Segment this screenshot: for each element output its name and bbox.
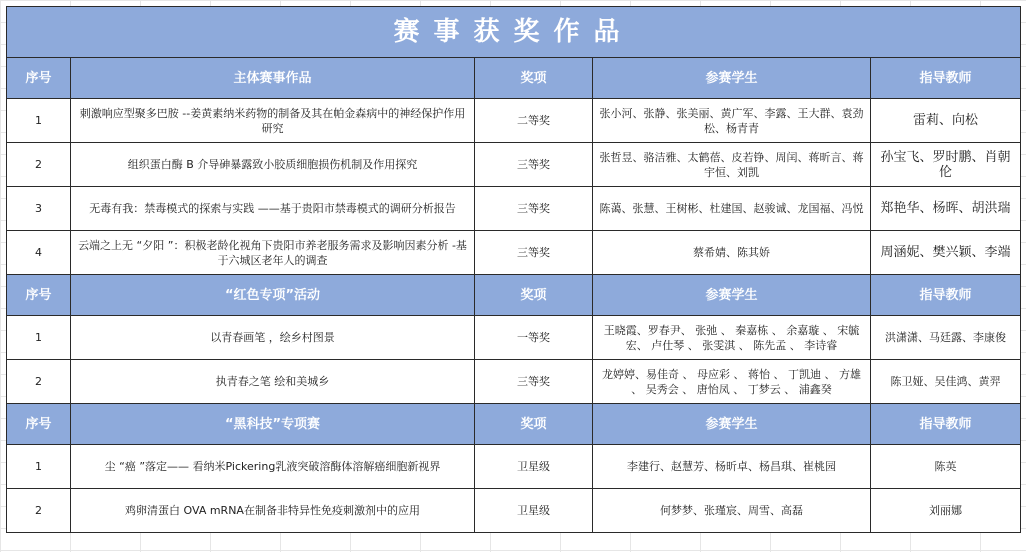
header-students[interactable]: 参赛学生: [593, 275, 871, 316]
cell-teachers[interactable]: 郑艳华、杨晖、胡洪瑞: [871, 187, 1021, 231]
section-header-row: [7, 404, 1021, 445]
cell-students[interactable]: 龙婷婷、易佳奇 、 母应彩 、 蒋怡 、 丁凯迪 、 方雄 、 吴秀会 、 唐怡凤 、 丁梦云 、 浦鑫癸: [593, 360, 871, 404]
cell-award[interactable]: 卫星级: [475, 445, 593, 489]
cell-award[interactable]: 三等奖: [475, 231, 593, 275]
cell-students[interactable]: 张小河、张静、张美丽、黄广军、李露、王大群、袁劲松、杨青青: [593, 99, 871, 143]
cell-seq[interactable]: 1: [7, 316, 71, 360]
cell-teachers[interactable]: 周涵妮、樊兴颖、李端: [871, 231, 1021, 275]
cell-seq[interactable]: 4: [7, 231, 71, 275]
table-row: [7, 231, 1021, 275]
cell-award[interactable]: 二等奖: [475, 99, 593, 143]
cell-seq[interactable]: 3: [7, 187, 71, 231]
table-row: [7, 489, 1021, 533]
header-students[interactable]: 参赛学生: [593, 58, 871, 99]
header-section-title[interactable]: “黑科技”专项赛: [71, 404, 475, 445]
cell-students[interactable]: 何梦梦、张瑾宸、周雪、高磊: [593, 489, 871, 533]
cell-work[interactable]: 无毒有我：禁毒模式的探索与实践 ——基于贵阳市禁毒模式的调研分析报告: [71, 187, 475, 231]
header-section-title[interactable]: 主体赛事作品: [71, 58, 475, 99]
awards-table: [6, 6, 1021, 533]
cell-seq[interactable]: 2: [7, 360, 71, 404]
header-seq[interactable]: 序号: [7, 404, 71, 445]
cell-work[interactable]: 组织蛋白酶 B 介导砷暴露致小胶质细胞损伤机制及作用探究: [71, 143, 475, 187]
table-row: [7, 360, 1021, 404]
cell-seq[interactable]: 2: [7, 143, 71, 187]
page-title[interactable]: 赛事获奖作品: [7, 7, 1021, 58]
header-students[interactable]: 参赛学生: [593, 404, 871, 445]
cell-teachers[interactable]: 孙宝飞、罗时鹏、肖朝伦: [871, 143, 1021, 187]
cell-work[interactable]: 刺激响应型聚多巴胺 --姜黄素纳米药物的制备及其在帕金森病中的神经保护作用研究: [71, 99, 475, 143]
table-row: [7, 143, 1021, 187]
header-seq[interactable]: 序号: [7, 58, 71, 99]
cell-work[interactable]: 云端之上无 “夕阳 ”：积极老龄化视角下贵阳市养老服务需求及影响因素分析 -基于六城区老年人的调查: [71, 231, 475, 275]
section-header-row: [7, 275, 1021, 316]
cell-award[interactable]: 三等奖: [475, 143, 593, 187]
cell-seq[interactable]: 1: [7, 445, 71, 489]
table-row: [7, 445, 1021, 489]
table-row: [7, 99, 1021, 143]
cell-seq[interactable]: 2: [7, 489, 71, 533]
cell-work[interactable]: 执青春之笔 绘和美城乡: [71, 360, 475, 404]
cell-students[interactable]: 李建行、赵慧芳、杨昕卓、杨昌琪、崔桃园: [593, 445, 871, 489]
cell-award[interactable]: 一等奖: [475, 316, 593, 360]
header-section-title[interactable]: “红色专项”活动: [71, 275, 475, 316]
cell-students[interactable]: 陈蔼、张慧、王树彬、杜建国、赵骏诚、龙国福、冯悦: [593, 187, 871, 231]
cell-award[interactable]: 卫星级: [475, 489, 593, 533]
table-row: [7, 316, 1021, 360]
cell-teachers[interactable]: 雷莉、向松: [871, 99, 1021, 143]
cell-work[interactable]: 鸡卵清蛋白 OVA mRNA在制备非特异性免疫刺激剂中的应用: [71, 489, 475, 533]
section-header-row: [7, 58, 1021, 99]
cell-work[interactable]: 以青春画笔 ，绘乡村图景: [71, 316, 475, 360]
cell-teachers[interactable]: 陈英: [871, 445, 1021, 489]
cell-work[interactable]: 尘 “癌 ”落定—— 看纳米Pickering乳液突破溶酶体溶解癌细胞新视界: [71, 445, 475, 489]
cell-teachers[interactable]: 陈卫娅、吴佳鸿、黄羿: [871, 360, 1021, 404]
cell-students[interactable]: 张哲昱、骆洁雅、太鹤蓓、皮若铮、周闰、蒋昕言、蒋宇恒、刘凯: [593, 143, 871, 187]
cell-students[interactable]: 蔡希婧、陈其娇: [593, 231, 871, 275]
header-teachers[interactable]: 指导教师: [871, 404, 1021, 445]
header-teachers[interactable]: 指导教师: [871, 275, 1021, 316]
header-teachers[interactable]: 指导教师: [871, 58, 1021, 99]
header-award[interactable]: 奖项: [475, 58, 593, 99]
header-award[interactable]: 奖项: [475, 404, 593, 445]
title-row: [7, 7, 1021, 58]
cell-students[interactable]: 王晓霞、罗春尹、 张弛 、 秦嘉栋 、 余嘉璇 、 宋毓宏、 卢仕琴 、 张雯淇 、 陈先孟 、 李诗睿: [593, 316, 871, 360]
cell-award[interactable]: 三等奖: [475, 187, 593, 231]
cell-seq[interactable]: 1: [7, 99, 71, 143]
cell-teachers[interactable]: 刘丽娜: [871, 489, 1021, 533]
cell-award[interactable]: 三等奖: [475, 360, 593, 404]
header-award[interactable]: 奖项: [475, 275, 593, 316]
cell-teachers[interactable]: 洪潇潇、马廷露、李康俊: [871, 316, 1021, 360]
header-seq[interactable]: 序号: [7, 275, 71, 316]
table-row: [7, 187, 1021, 231]
